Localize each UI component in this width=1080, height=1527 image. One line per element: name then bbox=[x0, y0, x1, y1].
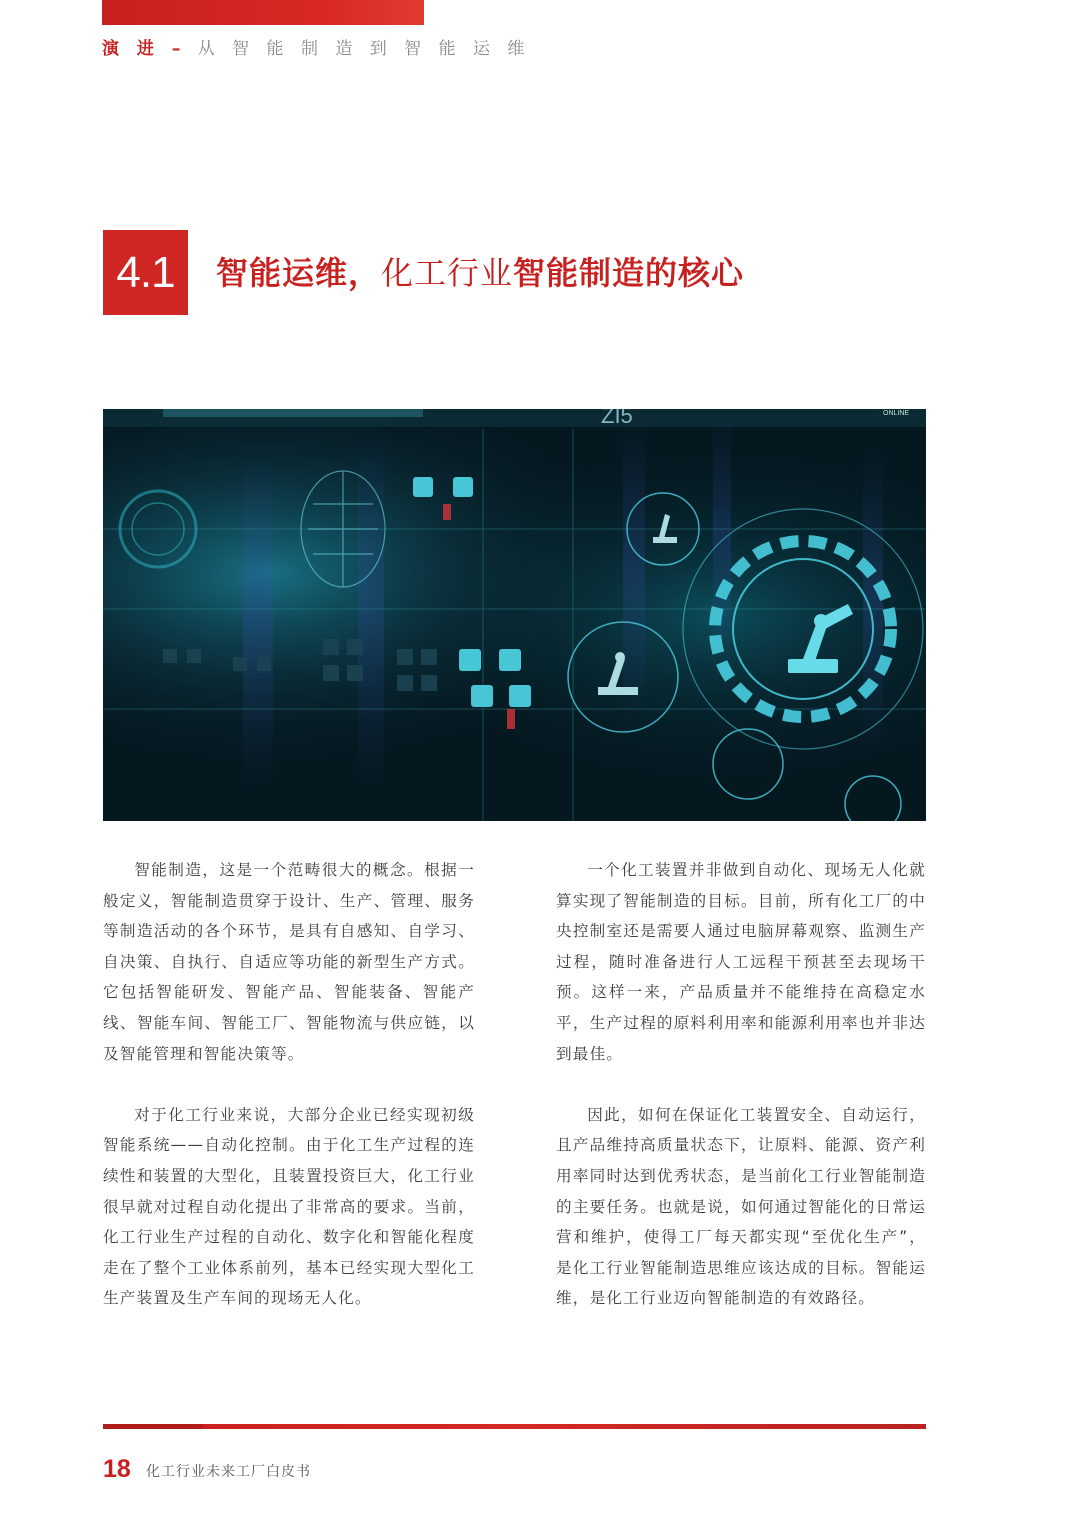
top-accent-bar bbox=[102, 0, 424, 25]
section-number: 4.1 bbox=[116, 247, 175, 297]
body-column-right bbox=[556, 855, 926, 1345]
running-head-accent: 演 进 – bbox=[102, 39, 187, 59]
page-number: 18 bbox=[103, 1455, 131, 1483]
footer-doc-title: 化工行业未来工厂白皮书 bbox=[146, 1464, 311, 1480]
hero-overlay-text-1: ZI5 bbox=[601, 409, 633, 428]
section-number-box bbox=[103, 230, 188, 315]
body-paragraph: 智能制造，这是一个范畴很大的概念。根据一般定义，智能制造贯穿于设计、生产、管理、服务等制造活动的各个环节，是具有自感知、自学习、自决策、自执行、自适应等功能的新型生产方式。它包括智能研发、智能产品、智能装备、智能产线、智能车间、智能工厂、智能物流与供应链，以及智能管理和智能决策等。 bbox=[103, 861, 475, 1063]
body-column-left bbox=[103, 855, 475, 1345]
hero-overlay-text-2: ONLINE bbox=[883, 410, 910, 417]
running-head bbox=[102, 34, 530, 59]
section-title bbox=[216, 248, 744, 294]
hero-image bbox=[103, 409, 926, 821]
section-title-part2: 化工行业 bbox=[381, 254, 514, 292]
section-title-part1: 智能运维， bbox=[216, 254, 382, 292]
section-title-part3: 智能制造的核心 bbox=[513, 254, 745, 292]
body-paragraph: 因此，如何在保证化工装置安全、自动运行，且产品维持高质量状态下，让原料、能源、资产利用率同时达到优秀状态，是当前化工行业智能制造的主要任务。也就是说，如何通过智能化的日常运营和维护，使得工厂每天都实现“至优化生产”，是化工行业智能制造思维应该达成的目标。智能运维，是化工行业迈向智能制造的有效路径。 bbox=[556, 1105, 926, 1308]
body-paragraph: 对于化工行业来说，大部分企业已经实现初级智能系统——自动化控制。由于化工生产过程的连续性和装置的大型化，且装置投资巨大，化工行业很早就对过程自动化提出了非常高的要求。当前，化工行业生产过程的自动化、数字化和智能化程度走在了整个工业体系前列，基本已经实现大型化工生产装置及生产车间的现场无人化。 bbox=[103, 1105, 475, 1308]
hero-illustration bbox=[103, 409, 926, 821]
footer-rule bbox=[103, 1424, 926, 1429]
body-paragraph: 一个化工装置并非做到自动化、现场无人化就算实现了智能制造的目标。目前，所有化工厂的中央控制室还是需要人通过电脑屏幕观察、监测生产过程，随时准备进行人工远程干预甚至去现场干预。这样一来，产品质量并不能维持在高稳定水平，生产过程的原料利用率和能源利用率也并非达到最佳。 bbox=[556, 861, 926, 1063]
running-head-rest: 从 智 能 制 造 到 智 能 运 维 bbox=[186, 39, 531, 59]
